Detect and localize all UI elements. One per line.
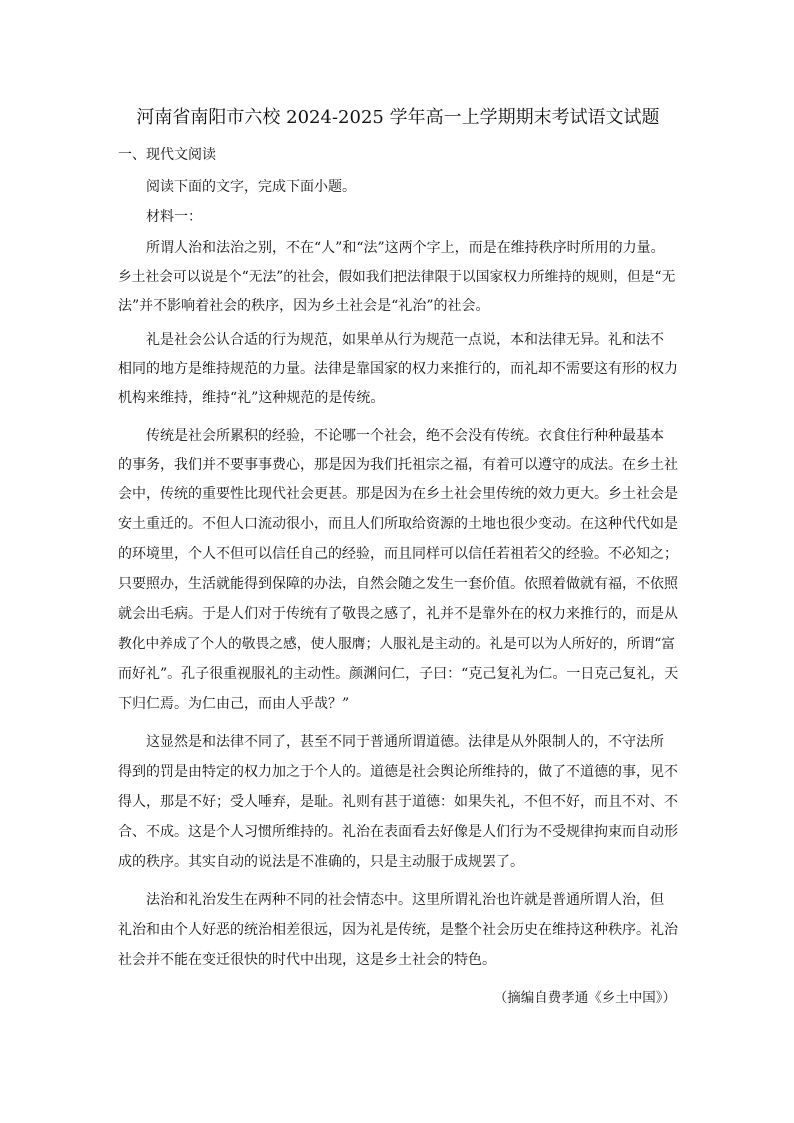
- paragraph-3-line-6: 只要照办，生活就能得到保障的办法，自然会随之发生一套价值。依照着做就有福，不依照: [118, 576, 678, 592]
- paragraph-3-line-8: 教化中养成了个人的敬畏之感，使人服膺；人服礼是主动的。礼是可以为人所好的，所谓“富: [118, 636, 676, 652]
- paragraph-3-line-7: 就会出毛病。于是人们对于传统有了敬畏之感了，礼并不是靠外在的权力来推行的，而是从: [118, 606, 678, 622]
- paragraph-5-line-1: 法治和礼治发生在两种不同的社会情态中。这里所谓礼治也许就是普通所谓人治，但: [146, 892, 664, 908]
- paragraph-3-line-10: 下归仁焉。为仁由己，而由人乎哉？”: [118, 696, 350, 712]
- paragraph-4-line-1: 这显然是和法律不同了，甚至不同于普通所谓道德。法律是从外限制人的，不守法所: [146, 734, 664, 750]
- paragraph-4-line-4: 合、不成。这是个人习惯所维持的。礼治在表面看去好像是人们行为不受规律拘束而自动形: [118, 824, 678, 840]
- paragraph-3-line-3: 会中，传统的重要性比现代社会更甚。那是因为在乡土社会里传统的效力更大。乡土社会是: [118, 486, 678, 502]
- paragraph-4-line-2: 得到的罚是由特定的权力加之于个人的。道德是社会舆论所维持的，做了不道德的事，见不: [118, 764, 678, 780]
- paragraph-4-line-3: 得人，那是不好；受人唾弃，是耻。礼则有甚于道德：如果失礼，不但不好，而且不对、不: [118, 794, 678, 810]
- paragraph-3-line-5: 的环境里，个人不但可以信任自己的经验，而且同样可以信任若祖若父的经验。不必知之；: [118, 546, 678, 562]
- paragraph-1-line-3: 法”并不影响着社会的秩序，因为乡土社会是“礼治”的社会。: [118, 298, 490, 314]
- paragraph-1-line-1: 所谓人治和法治之别，不在“人”和“法”这两个字上，而是在维持秩序时所用的力量。: [146, 240, 665, 256]
- paragraph-3-line-4: 安土重迁的。不但人口流动很小，而且人们所取给资源的土地也很少变动。在这种代代如是: [118, 516, 678, 532]
- paragraph-2-line-1: 礼是社会公认合适的行为规范，如果单从行为规范一点说，本和法律无异。礼和法不: [146, 332, 664, 348]
- paragraph-5-line-3: 社会并不能在变迁很快的时代中出现，这是乡土社会的特色。: [118, 952, 496, 968]
- instruction-text: 阅读下面的文字，完成下面小题。: [146, 179, 356, 195]
- material-label: 材料一：: [146, 209, 202, 225]
- page-title: 河南省南阳市六校 2024-2025 学年高一上学期期末考试语文试题: [136, 107, 660, 128]
- paragraph-5-line-2: 礼治和由个人好恶的统治相差很远，因为礼是传统，是整个社会历史在维持这种秩序。礼治: [118, 922, 678, 938]
- paragraph-3-line-1: 传统是社会所累积的经验，不论哪一个社会，绝不会没有传统。衣食住行种种最基本: [146, 428, 664, 444]
- paragraph-2-line-3: 机构来维持，维持“礼”这种规范的是传统。: [118, 390, 385, 406]
- paragraph-3-line-2: 的事务，我们并不要事事费心，那是因为我们托祖宗之福，有着可以遵守的成法。在乡土社: [118, 457, 678, 473]
- paragraph-4-line-5: 成的秩序。其实自动的说法是不准确的，只是主动服于成规罢了。: [118, 854, 524, 870]
- paragraph-1-line-2: 乡土社会可以说是个“无法”的社会，假如我们把法律限于以国家权力所维持的规则，但是“无: [118, 269, 676, 285]
- section-heading: 一、现代文阅读: [118, 147, 216, 163]
- source-citation: （摘编自费孝通《乡土中国》）: [493, 990, 676, 1006]
- paragraph-2-line-2: 相同的地方是维持规范的力量。法律是靠国家的权力来推行的，而礼却不需要这有形的权力: [118, 361, 678, 377]
- paragraph-3-line-9: 而好礼”。孔子很重视服礼的主动性。颜渊问仁，子曰：“克己复礼为仁。一日克己复礼，天: [118, 666, 679, 682]
